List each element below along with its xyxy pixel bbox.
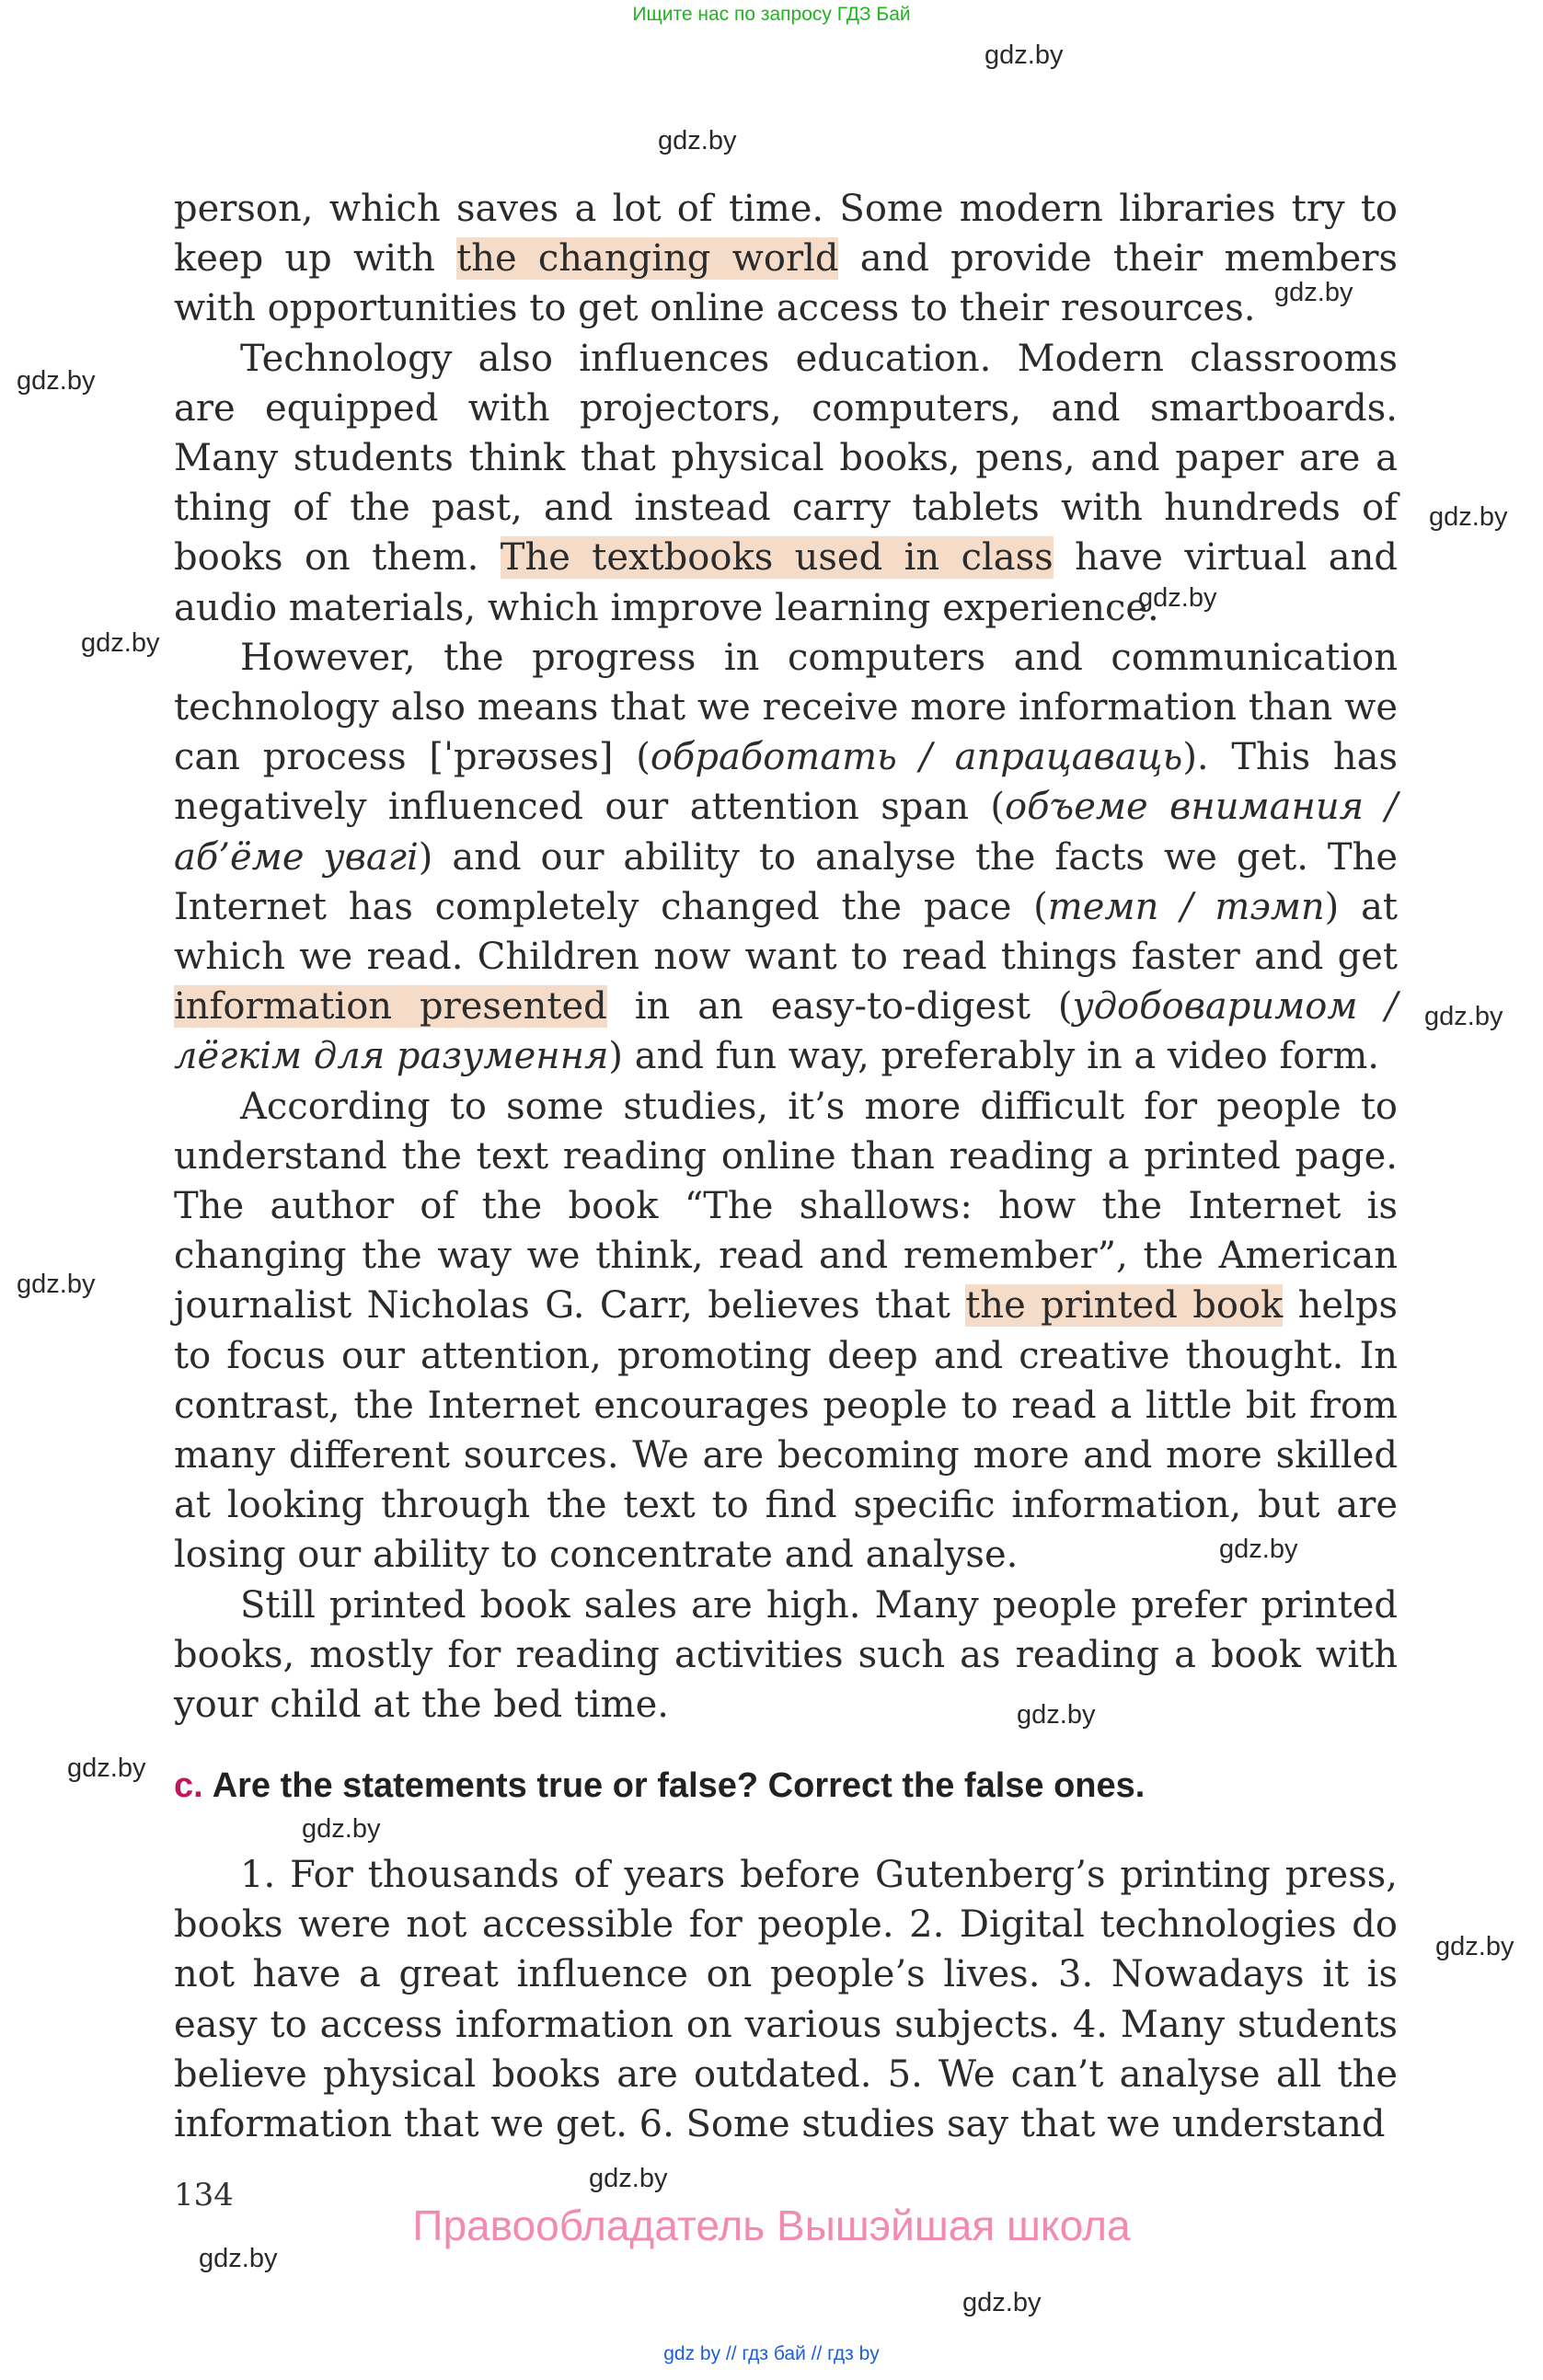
paragraph: Technology also influences education. Modern classrooms are equipped with projectors, computers, and smartboards. Many students think that physical books, pens, and paper are a thing of the past, and instead carry tablets with hundreds of books on them. The textbooks used in class have virtual and audio materials, which improve learning experience. xyxy=(174,337,1399,629)
translation-gloss: темп / тэмп xyxy=(1047,885,1325,928)
translation-gloss: удобоваримом / лёгкім для разумення xyxy=(174,985,1398,1078)
watermark: gdz.by xyxy=(17,366,96,396)
exercise-letter: c. xyxy=(174,1766,203,1805)
watermark: gdz.by xyxy=(1435,1932,1514,1961)
watermark: gdz.by xyxy=(1138,583,1217,613)
watermark: gdz.by xyxy=(658,126,737,155)
translation-gloss: объеме внимания / аб’ёме увагі xyxy=(174,786,1398,879)
paragraph: However, the progress in computers and communication technology also means that we receive more information than we can process [ˈprəʊses] (обработать / апрацаваць). This has negatively influenced our attention span (объеме внимания / аб’ёме увагі) and our ability to analyse the facts we get. The Internet has completely changed the pace (темп / тэмп) at which we read. Children now want to read things faster and get information presented in an easy-to-digest (удобоваримом / лёгкім для разумення) and fun way, preferably in a video form. xyxy=(174,636,1398,1078)
highlighted-phrase: the printed book xyxy=(965,1284,1284,1328)
statements-text xyxy=(174,1850,1398,2149)
watermark: gdz.by xyxy=(985,40,1064,70)
page-number: 134 xyxy=(174,2177,234,2213)
watermark: gdz.by xyxy=(1017,1700,1096,1730)
watermark: gdz.by xyxy=(199,2244,278,2273)
top-banner[interactable]: Ищите нас по запросу ГДЗ Бай xyxy=(632,4,911,25)
watermark: gdz.by xyxy=(1219,1535,1298,1564)
highlighted-phrase: information presented xyxy=(174,985,607,1029)
exercise-heading xyxy=(174,1766,1145,1806)
watermark: gdz.by xyxy=(589,2164,668,2193)
highlighted-phrase: the changing world xyxy=(456,237,839,281)
exercise-instruction: Are the statements true or false? Correct the false ones. xyxy=(212,1766,1146,1805)
watermark: gdz.by xyxy=(17,1270,96,1299)
watermark: gdz.by xyxy=(67,1753,146,1783)
watermark: gdz.by xyxy=(1274,278,1353,307)
copyright-notice: Правообладатель Вышэйшая школа xyxy=(412,2202,1131,2249)
paragraph: Still printed book sales are high. Many people prefer printed books, mostly for reading activities such as reading a book with your child at the bed time. xyxy=(174,1583,1398,1727)
footer-links[interactable]: gdz by // гдз бай // гдз by xyxy=(663,2343,880,2364)
paragraph: person, which saves a lot of time. Some modern libraries try to keep up with the changing world and provide their members with opportunities to get online access to their resources. xyxy=(174,188,1398,330)
article-text xyxy=(174,184,1398,1730)
watermark: gdz.by xyxy=(1429,502,1508,532)
watermark: gdz.by xyxy=(962,2288,1042,2317)
highlighted-phrase: The textbooks used in class xyxy=(500,536,1054,580)
watermark: gdz.by xyxy=(302,1814,381,1844)
watermark: gdz.by xyxy=(1424,1002,1503,1031)
translation-gloss: обработать / апрацаваць xyxy=(650,736,1183,779)
statements-paragraph: 1. For thousands of years before Gutenberg’s printing press, books were not accessible for people. 2. Digital technologies do not have a great influence on people’s lives. 3. Nowadays it is easy to access information on various subjects. 4. Many students believe physical books are outdated. 5. We can’t analyse all the information that we get. 6. Some studies say that we understand xyxy=(174,1854,1398,2146)
watermark: gdz.by xyxy=(81,628,160,658)
paragraph: According to some studies, it’s more difficult for people to understand the text reading online than reading a printed page. The author of the book “The shallows: how the Internet is changing the way we think, read and remember”, the American journalist Nicholas G. Carr, believes that the printed book helps to focus our attention, promoting deep and creative thought. In contrast, the Internet encourages people to read a little bit from many different sources. We are becoming more and more skilled at looking through the text to find specific information, but are losing our ability to concentrate and analyse. xyxy=(174,1085,1398,1577)
